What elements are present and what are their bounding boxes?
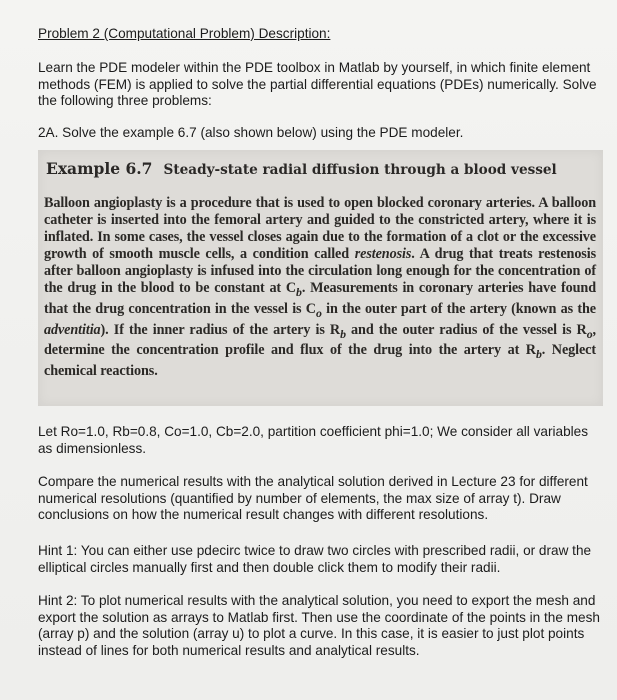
example-number: Example 6.7 <box>46 159 153 178</box>
example-excerpt <box>38 150 603 406</box>
example-body <box>44 195 596 380</box>
adventitia-term: adventitia <box>44 321 101 338</box>
example-text-4: in the outer part of the artery (known as the <box>321 300 596 317</box>
hint-2: Hint 2: To plot numerical results with the analytical solution, you need to export the mesh and export the solution as arrays to Matlab first. Then use the coordinate of the points in the mesh (array p) and the solution (array u) to plot a curve. In this case, it is easier to just plot points instead of lines for both numerical results and analytical results. <box>38 593 600 658</box>
restenosis-term: restenosis <box>354 246 412 262</box>
cb-subscript: b <box>296 284 302 299</box>
parameters-paragraph: Let Ro=1.0, Rb=0.8, Co=1.0, Cb=2.0, partition coefficient phi=1.0; We consider all variables as dimensionless. <box>38 424 589 456</box>
example-text-1: Balloon angioplasty is a procedure that is used to open blocked coronary arteries. A balloon catheter is inserted into the femoral artery and guided to the constricted artery, where it is inflated. In some cases, the vessel closes again due to the formation of a clot or the excessive growth of smooth muscle cells, a condition called <box>44 195 596 262</box>
co-subscript: o <box>315 305 322 320</box>
example-subtitle: Steady-state radial diffusion through a blood vessel <box>163 162 557 178</box>
intro-paragraph: Learn the PDE modeler within the PDE toolbox in Matlab by yourself, in which finite element methods (FEM) is applied to solve the partial differential equations (PDEs) numerically. Solve the following three problems: <box>38 60 597 108</box>
rb-subscript-2: b <box>535 347 542 362</box>
hint-1: Hint 1: You can either use pdecirc twice to draw two circles with prescribed radii, or draw the elliptical circles manually first and then double click them to modify their radii. <box>38 543 592 575</box>
example-text-7: , determine the concentration profile and flux of the drug into the artery at R <box>44 321 596 359</box>
example-text-8: . Neglect chemical reactions. <box>44 342 596 380</box>
example-heading <box>46 159 596 178</box>
ro-subscript: o <box>586 326 593 341</box>
example-text-6: and the outer radius of the vessel is R <box>345 321 587 338</box>
example-text-2: . A drug that treats restenosis after balloon angioplasty is infused into the circulation long enough for the concentration of the drug in the blood to be constant at C <box>44 246 596 296</box>
problem-title: Problem 2 (Computational Problem) Description: <box>38 26 331 41</box>
example-text-3: . Measurements in coronary arteries have found that the drug concentration in the vessel is C <box>44 280 596 317</box>
example-text-5: ). If the inner radius of the artery is R <box>100 321 341 338</box>
rb-subscript: b <box>340 326 346 341</box>
compare-paragraph: Compare the numerical results with the analytical solution derived in Lecture 23 for different numerical resolutions (quantified by number of elements, the max size of array t). Draw conclusions on how the numerical result changes with different resolutions. <box>38 474 588 522</box>
task-2a: 2A. Solve the example 6.7 (also shown below) using the PDE modeler. <box>38 125 464 140</box>
